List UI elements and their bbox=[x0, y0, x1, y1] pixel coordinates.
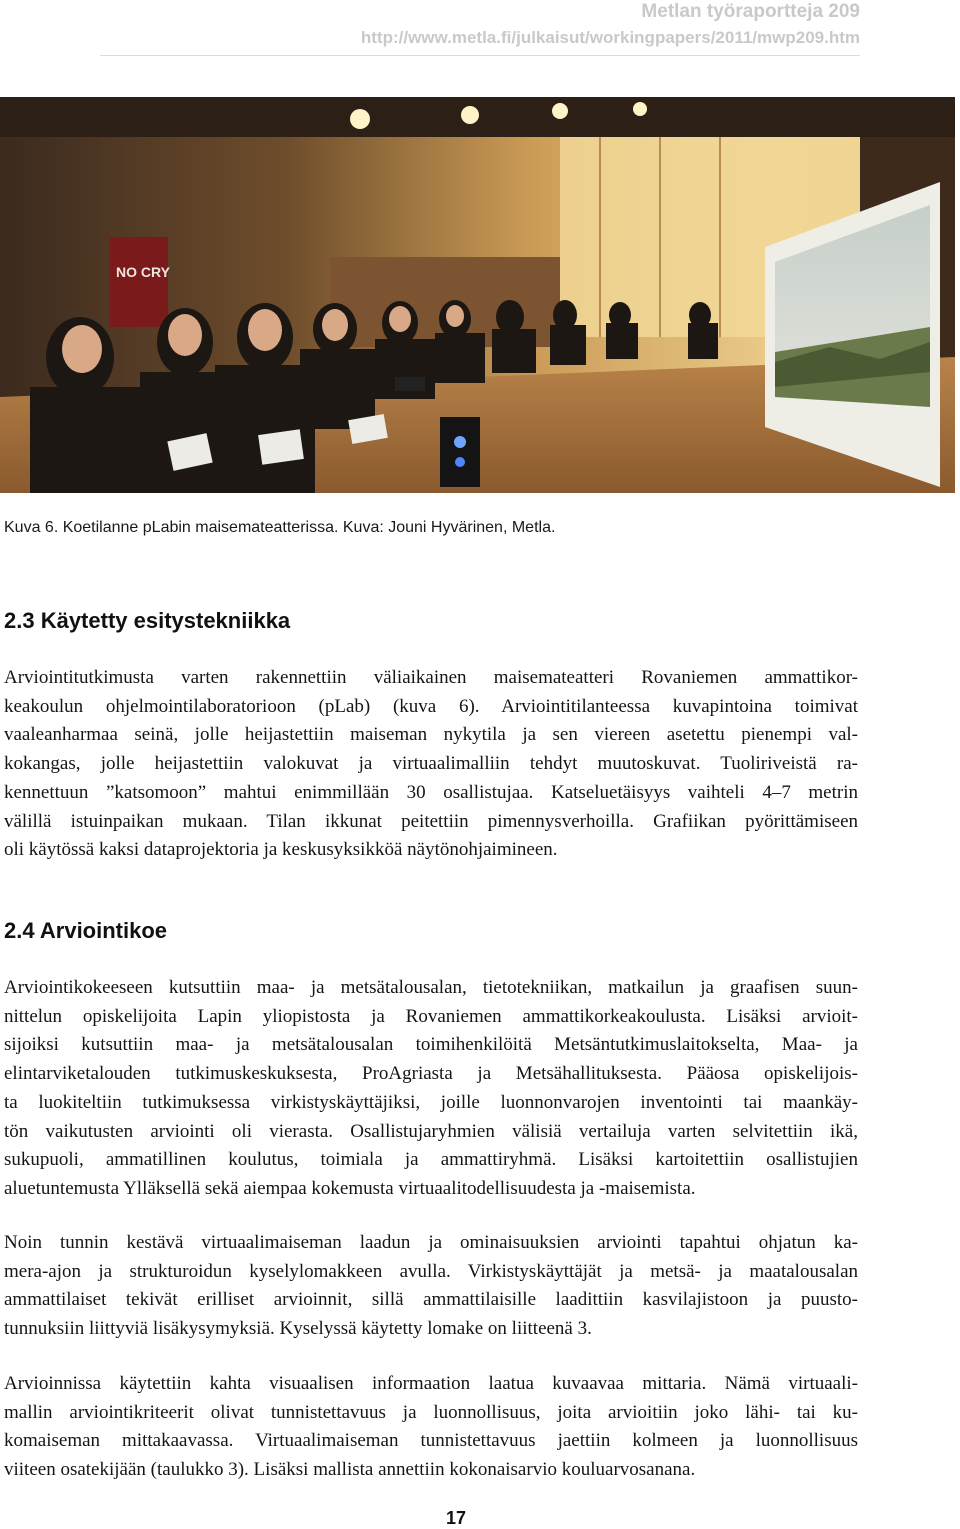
landscape-theatre-photo bbox=[0, 97, 955, 493]
text-line: aluetuntemusta Ylläksellä sekä aiempaa kokemusta virtuaalitodellisuudesta ja -maisemista. bbox=[4, 1177, 696, 1199]
text-line: keakoulun ohjelmointilaboratorioon (pLab) (kuva 6). Arviointitilanteessa kuvapintoina toimivat bbox=[4, 695, 858, 717]
paragraph-2-4-2 bbox=[4, 1229, 858, 1344]
figure-photo bbox=[0, 97, 955, 493]
text-line: ammattilaiset tekivät erilliset arvioinnit, sillä ammattilaisille laadittiin kasvilajistoon ja puusto- bbox=[4, 1289, 858, 1311]
text-line: mera-ajon ja strukturoidun kyselylomakkeen avulla. Virkistyskäyttäjät ja metsä- ja maatalousalan bbox=[4, 1260, 858, 1282]
page-number: 17 bbox=[446, 1508, 467, 1528]
text-line: vaaleanharmaa seinä, jolle heijastettiin maiseman nykytila ja sen viereen asetettu pienempi val- bbox=[4, 724, 858, 746]
text-line: Arviointikokeeseen kutsuttiin maa- ja metsätalousalan, tietotekniikan, matkailun ja graafisen suun- bbox=[4, 977, 858, 998]
text-line: tön vaikutusten arviointi oli vierasta. Osallistujaryhmien välisiä vertailuja varten selvitettiin ikä, bbox=[4, 1120, 858, 1142]
figure-caption: Kuva 6. Koetilanne pLabin maisemateatterissa. Kuva: Jouni Hyvärinen, Metla. bbox=[4, 519, 556, 536]
text-line: välillä istuinpaikan mukaan. Tilan ikkunat peitettiin pimennysverhoilla. Grafiikan pyörittämiseen bbox=[4, 810, 858, 832]
paragraph-2-4-1 bbox=[4, 974, 858, 1204]
text-line: elintarviketalouden tutkimuskeskuksesta, ProAgriasta ja Metsähallituksesta. Pääosa opiskelijois- bbox=[4, 1063, 858, 1085]
text-line: ta luokiteltiin tutkimuksessa virkistyskäyttäjiksi, joille luonnonvarojen inventointi tai maankäy- bbox=[4, 1091, 858, 1113]
section-heading-2-3: 2.3 Käytetty esitystekniikka bbox=[4, 608, 291, 633]
text-line: Arviointitutkimusta varten rakennettiin väliaikainen maisemateatteri Rovaniemen ammattikor- bbox=[4, 667, 858, 688]
text-line: mallin arviointikriteerit olivat tunnistettavuus ja luonnollisuus, joita arvioitiin joko lähi- tai ku- bbox=[4, 1401, 858, 1423]
text-line: sijoiksi kutsuttiin maa- ja metsätalousalan toimihenkilöitä Metsäntutkimuslaitokselta, Maa- ja bbox=[4, 1034, 858, 1056]
paragraph-2-4-3 bbox=[4, 1370, 858, 1485]
text-line: tunnuksiin liittyviä lisäkysymyksiä. Kyselyssä käytetty lomake on liitteenä 3. bbox=[4, 1318, 592, 1340]
text-line: kokangas, jolle heijastettiin valokuvat ja virtuaalimalliin tehdyt muutoskuvat. Tuoliriveistä ra- bbox=[4, 753, 858, 775]
text-line: Arvioinnissa käytettiin kahta visuaalisen informaation laatua kuvaavaa mittaria. Nämä virtuaali- bbox=[4, 1373, 858, 1394]
text-line: sukupuoli, ammatillinen koulutus, toimiala ja ammattiryhmä. Lisäksi kartoitettiin osallistujien bbox=[4, 1149, 858, 1171]
header-divider bbox=[100, 55, 860, 56]
publication-url[interactable]: http://www.metla.fi/julkaisut/workingpapers/2011/mwp209.htm bbox=[360, 28, 860, 47]
text-line: viiteen osatekijään (taulukko 3). Lisäksi mallista annettiin kokonaisarvio kouluarvosanana. bbox=[4, 1459, 696, 1481]
text-line: nittelun opiskelijoita Lapin yliopistosta ja Rovaniemen ammattikorkeakoulusta. Lisäksi arvioit- bbox=[4, 1005, 858, 1027]
text-line: kennettuun ”katsomoon” mahtui enimmillään 30 osallistujaa. Katseluetäisyys vaihteli 4–7 metrin bbox=[4, 781, 858, 803]
text-line: oli käytössä kaksi dataprojektoria ja keskusyksikköä näytönohjaimineen. bbox=[4, 839, 558, 861]
paragraph-2-3 bbox=[4, 664, 858, 865]
text-line: komaiseman mittakaavassa. Virtuaalimaiseman tunnistettavuus jaettiin kolmeen ja luonnollisuus bbox=[4, 1430, 858, 1452]
text-line: Noin tunnin kestävä virtuaalimaiseman laadun ja ominaisuuksien arviointi tapahtui ohjatun ka- bbox=[4, 1232, 858, 1253]
series-title: Metlan työraportteja 209 bbox=[641, 1, 860, 22]
poster-text: NO CRY bbox=[116, 264, 170, 280]
section-heading-2-4: 2.4 Arviointikoe bbox=[4, 918, 168, 943]
